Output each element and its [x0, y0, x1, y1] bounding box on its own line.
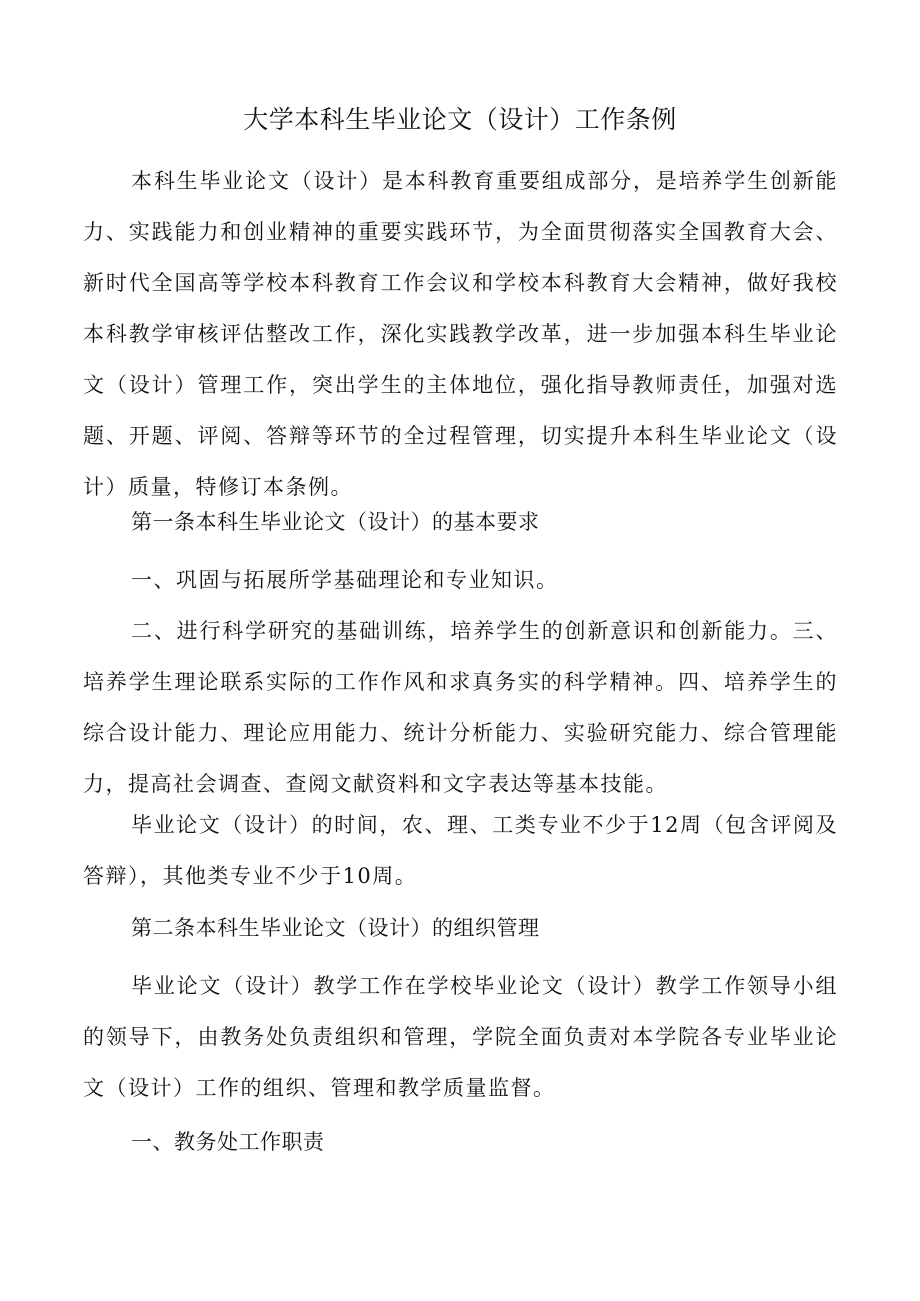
document-title: 大学本科生毕业论文（设计）工作条例 [243, 105, 677, 134]
article2-heading: 第二条本科生毕业论文（设计）的组织管理 [131, 916, 540, 940]
article1-items-2-4: 二、进行科学研究的基础训练，培养学生的创新意识和创新能力。三、培养学生理论联系实际的工作作风和求真务实的科学精神。四、培养学生的综合设计能力、理论应用能力、统计分析能力、实验研究能力、综合管理能力，提高社会调查、查阅文献资料和文字表达等基本技能。 [83, 619, 838, 796]
article2-item-1: 一、教务处工作职责 [131, 1130, 325, 1154]
article1-duration: 毕业论文（设计）的时间，农、理、工类专业不少于12周（包含评阅及答辩），其他类专业不少于10周。 [83, 813, 838, 888]
intro-paragraph: 本科生毕业论文（设计）是本科教育重要组成部分，是培养学生创新能力、实践能力和创业精神的重要实践环节，为全面贯彻落实全国教育大会、新时代全国高等学校本科教育工作会议和学校本科教育大会精神，做好我校本科教学审核评估整改工作，深化实践教学改革，进一步加强本科生毕业论文（设计）管理工作，突出学生的主体地位，强化指导教师责任，加强对选题、开题、评阅、答辩等环节的全过程管理，切实提升本科生毕业论文（设计）质量，特修订本条例。 [83, 169, 838, 499]
article1-item-1: 一、巩固与拓展所学基础理论和专业知识。 [131, 568, 559, 592]
article1-heading: 第一条本科生毕业论文（设计）的基本要求 [131, 510, 540, 534]
article2-intro: 毕业论文（设计）教学工作在学校毕业论文（设计）教学工作领导小组的领导下，由教务处负责组织和管理，学院全面负责对本学院各专业毕业论文（设计）工作的组织、管理和教学质量监督。 [83, 974, 838, 1100]
